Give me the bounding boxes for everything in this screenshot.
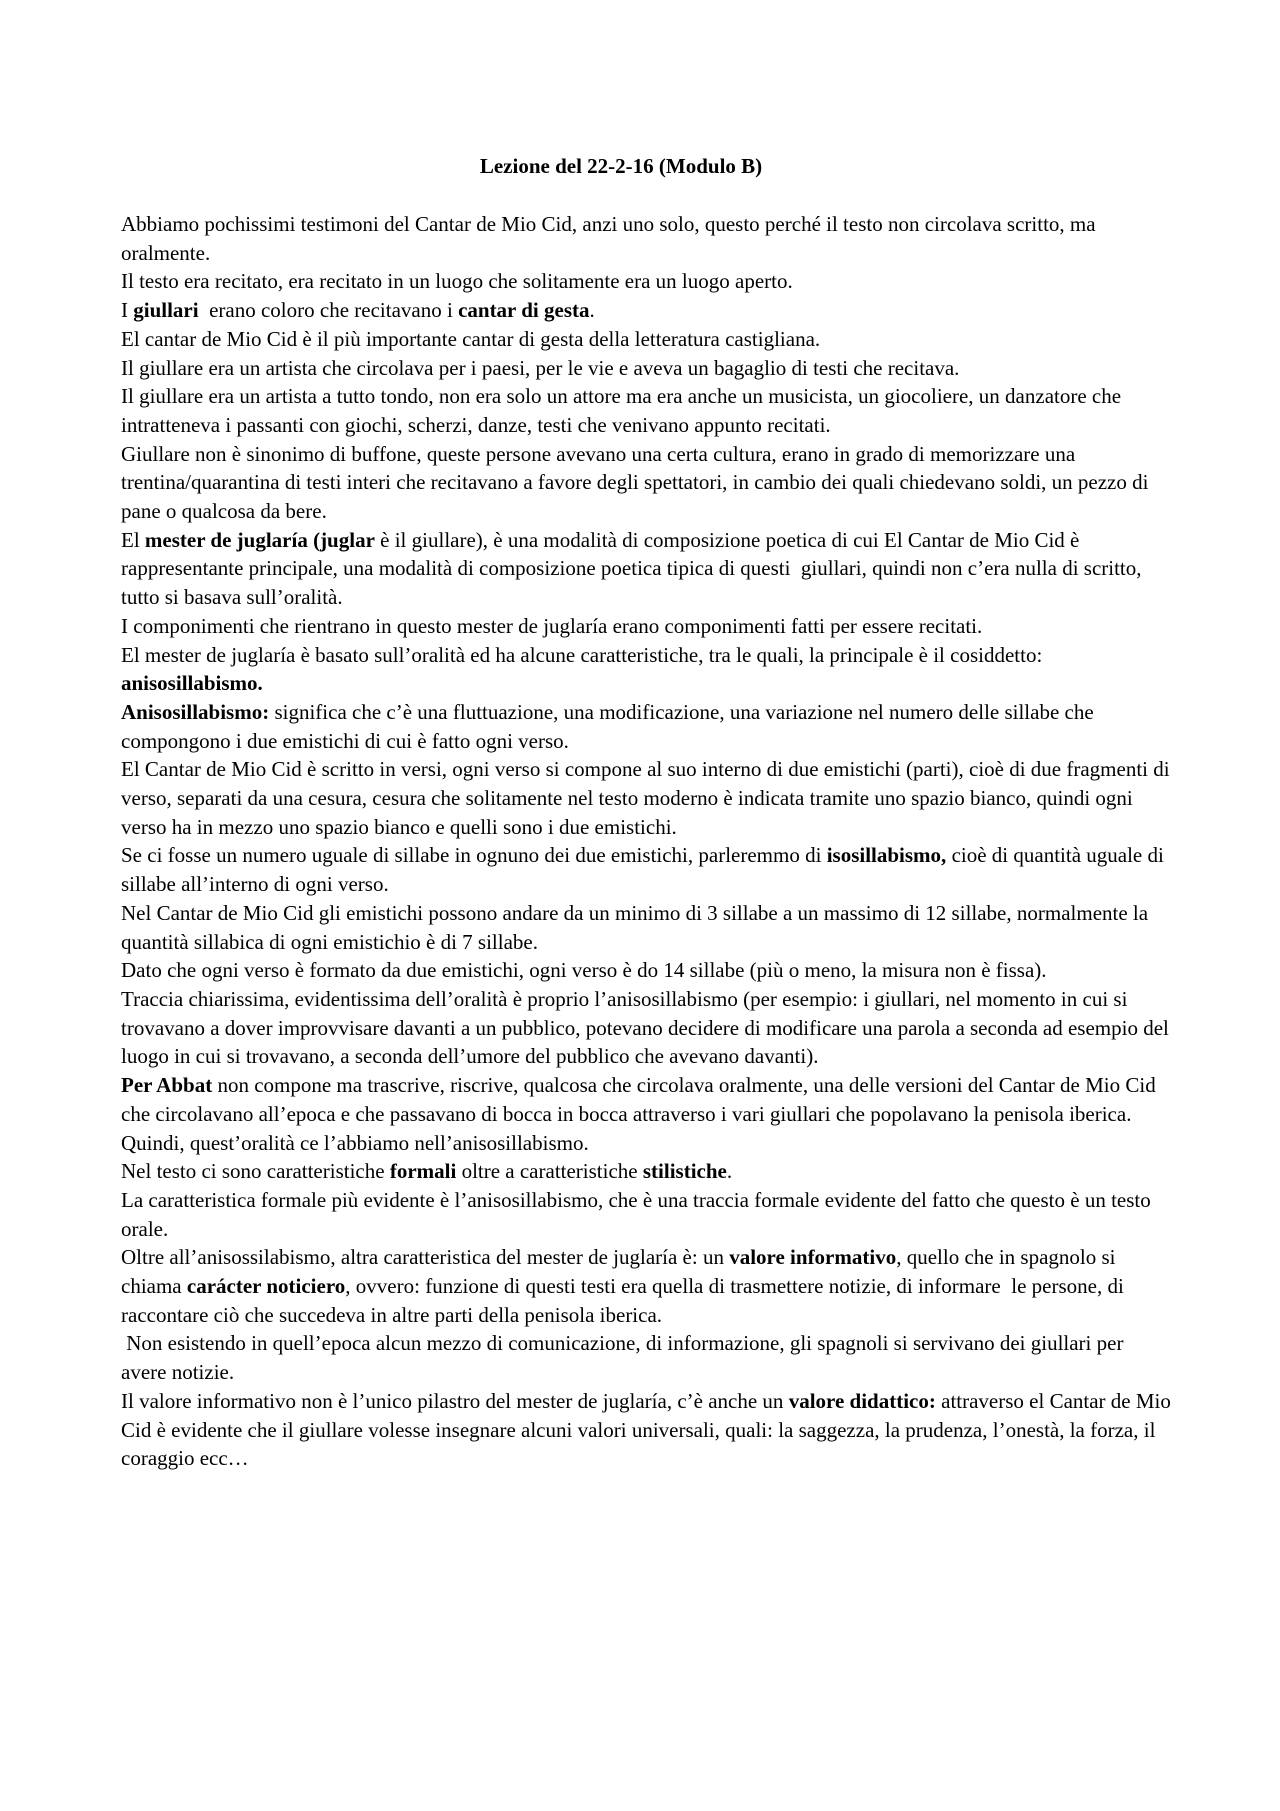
bold-term: isosillabismo, <box>826 843 947 868</box>
paragraph <box>121 956 1173 985</box>
text-run: Giullare non è sinonimo di buffone, queste persone avevano una certa cultura, erano in grado di memorizzare una trentina/quarantina di testi interi che recitavano a favore degli spettatori, in cambio dei quali chiedevano soldi, un pezzo di pane o qualcosa da bere. <box>121 441 1154 524</box>
bold-term: giullari <box>133 298 199 323</box>
paragraph <box>121 841 1173 898</box>
text-run: è il giullare), è una modalità di composizione poetica di cui El Cantar de Mio Cid è rappresentante principale, una modalità di composizione poetica tipica di questi giullari, quindi non c’era nulla di scritto, tutto si basava sull’oralità. <box>121 527 1147 610</box>
text-run: Oltre all’anisossilabismo, altra caratteristica del mester de juglaría è: un <box>121 1245 730 1270</box>
bold-term: Anisosillabismo: <box>121 699 270 724</box>
text-run: Nel Cantar de Mio Cid gli emistichi possono andare da un minimo di 3 sillabe a un massimo di 12 sillabe, normalmente la quantità sillabica di ogni emistichio è di 7 sillabe. <box>121 900 1154 954</box>
paragraph <box>121 641 1173 698</box>
paragraph <box>121 382 1173 439</box>
paragraph <box>121 210 1173 267</box>
text-run: cioè di quantità uguale di sillabe all’interno di ogni verso. <box>121 843 1170 897</box>
text-run: Non esistendo in quell’epoca alcun mezzo di comunicazione, di informazione, gli spagnoli si servivano dei giullari per avere notizie. <box>121 1331 1129 1385</box>
text-run: El cantar de Mio Cid è il più importante cantar di gesta della letteratura castigliana. <box>121 326 821 351</box>
paragraph <box>121 698 1173 755</box>
paragraph <box>121 296 1173 325</box>
paragraph <box>121 526 1173 612</box>
text-run: . <box>726 1159 733 1184</box>
paragraph <box>121 1186 1173 1243</box>
paragraph <box>121 325 1173 354</box>
paragraph <box>121 1329 1173 1386</box>
paragraph <box>121 985 1173 1071</box>
paragraph <box>121 1157 1173 1186</box>
text-run: , quello che in spagnolo si chiama <box>121 1245 1121 1299</box>
text-run: Il valore informativo non è l’unico pilastro del mester de juglaría, c’è anche un <box>121 1388 789 1413</box>
document-title: Lezione del 22-2-16 (Modulo B) <box>479 154 763 178</box>
bold-term: mester de juglaría (juglar <box>144 527 375 552</box>
bold-term: valore didattico: <box>788 1388 936 1413</box>
text-run: I componimenti che rientrano in questo mester de juglaría erano componimenti fatti per essere recitati. <box>121 613 983 638</box>
text-run: La caratteristica formale più evidente è l’anisosillabismo, che è una traccia formale evidente del fatto che questo è un testo orale. <box>121 1187 1156 1241</box>
bold-term: stilistiche <box>642 1159 727 1184</box>
text-run: attraverso el Cantar de Mio Cid è evidente che il giullare volesse insegnare alcuni valori universali, quali: la saggezza, la prudenza, l’onestà, la forza, il coraggio ecc… <box>121 1388 1177 1471</box>
text-run: Il testo era recitato, era recitato in un luogo che solitamente era un luogo aperto. <box>121 269 793 294</box>
bold-term: carácter noticiero <box>186 1274 346 1299</box>
text-run: Nel testo ci sono caratteristiche <box>121 1159 390 1184</box>
text-run: Dato che ogni verso è formato da due emistichi, ogni verso è do 14 sillabe (più o meno, la misura non è fissa). <box>121 958 1047 983</box>
text-run: erano coloro che recitavano i <box>198 298 459 323</box>
text-run: significa che c’è una fluttuazione, una modificazione, una variazione nel numero delle sillabe che compongono i due emistichi di cui è fatto ogni verso. <box>121 699 1099 753</box>
text-run: non compone ma trascrive, riscrive, qualcosa che circolava oralmente, una delle versioni del Cantar de Mio Cid che circolavano all’epoca e che passavano di bocca in bocca attraverso i vari giullari che popolavano la penisola iberica. <box>121 1073 1161 1126</box>
text-run: I <box>121 298 134 323</box>
paragraph <box>121 899 1173 956</box>
bold-term: formali <box>389 1159 457 1184</box>
text-run: Quindi, quest’oralità ce l’abbiamo nell’anisosillabismo. <box>121 1130 589 1155</box>
bold-term: anisosillabismo. <box>121 671 263 696</box>
bold-term: valore informativo <box>729 1245 897 1270</box>
text-run: oltre a caratteristiche <box>456 1159 643 1184</box>
paragraph <box>121 1071 1173 1128</box>
text-run: Traccia chiarissima, evidentissima dell’oralità è proprio l’anisosillabismo (per esempio: i giullari, nel momento in cui si trovavano a dover improvvisare davanti a un pubblico, potevano decidere di modificare una parola a seconda ad esempio del luogo in cui si trovavano, a seconda dell’umore del pubblico che avevano davanti). <box>121 986 1175 1069</box>
paragraph <box>121 267 1173 296</box>
paragraph <box>121 440 1173 526</box>
text-run: El <box>121 527 145 552</box>
paragraph <box>121 354 1173 383</box>
text-run: Se ci fosse un numero uguale di sillabe in ognuno dei due emistichi, parleremmo di <box>121 843 827 868</box>
text-run: Il giullare era un artista a tutto tondo, non era solo un attore ma era anche un musicista, un giocoliere, un danzatore che intratteneva i passanti con giochi, scherzi, danze, testi che venivano appunto recitati. <box>121 384 1127 437</box>
paragraph <box>121 1129 1173 1158</box>
document-body <box>121 210 1177 1473</box>
text-run: El Cantar de Mio Cid è scritto in versi, ogni verso si compone al suo interno di due emistichi (parti), cioè di due fragmenti di verso, separati da una cesura, cesura che solitamente nel testo moderno è indicata tramite uno spazio bianco, quindi ogni verso ha in mezzo uno spazio bianco e quelli sono i due emistichi. <box>121 757 1175 839</box>
paragraph <box>121 612 1173 641</box>
bold-term: Per Abbat <box>121 1073 213 1098</box>
text-run: . <box>589 298 595 323</box>
paragraph <box>121 1387 1177 1473</box>
bold-term: cantar di gesta <box>458 298 590 323</box>
paragraph <box>121 755 1173 841</box>
text-run: Abbiamo pochissimi testimoni del Cantar de Mio Cid, anzi uno solo, questo perché il testo non circolava scritto, ma oralmente. <box>121 212 1101 265</box>
text-run: , ovvero: funzione di questi testi era quella di trasmettere notizie, di informare le persone, di raccontare ciò che succedeva in altre parti della penisola iberica. <box>121 1274 1130 1327</box>
text-run: El mester de juglaría è basato sull’oralità ed ha alcune caratteristiche, tra le quali, la principale è il cosiddetto: <box>121 642 1048 667</box>
text-run: Il giullare era un artista che circolava per i paesi, per le vie e aveva un bagaglio di testi che recitava. <box>121 355 960 380</box>
paragraph <box>121 1243 1173 1329</box>
